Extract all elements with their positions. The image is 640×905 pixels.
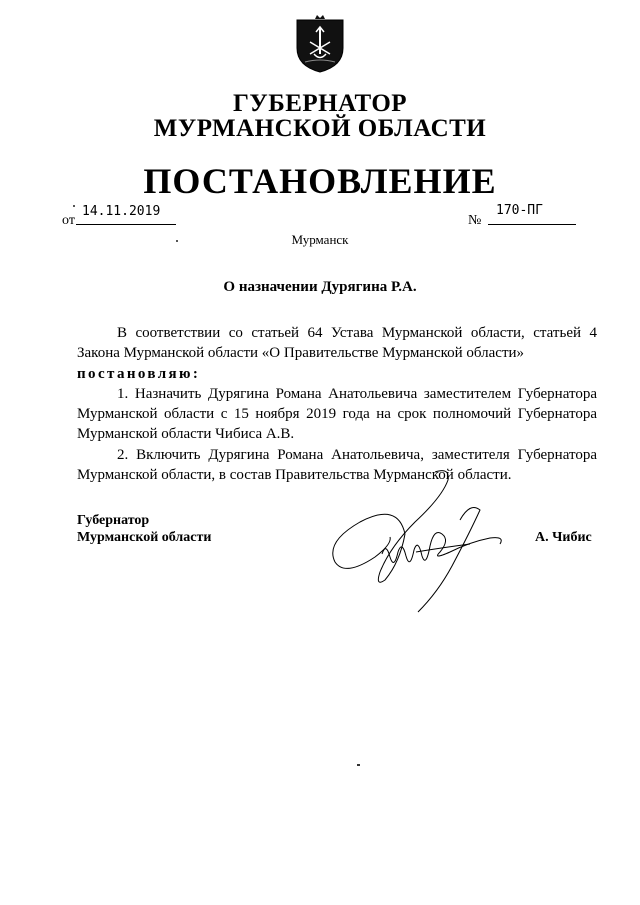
number-underline	[488, 224, 576, 225]
signatory-name: А. Чибис	[535, 530, 592, 545]
document-type-title: ПОСТАНОВЛЕНИЕ	[143, 161, 497, 201]
date-underline	[76, 224, 176, 225]
body-item-1: 1. Назначить Дурягина Романа Анатольевича заместителем Губернатора Мурманской области с 15 ноября 2019 года на срок полномочий Губернатора Мурманской области Чибиса А.В.	[77, 385, 597, 443]
signatory-title-line2: Мурманской области	[77, 530, 212, 545]
scan-speck	[73, 205, 75, 207]
document-date: 14.11.2019	[82, 204, 161, 219]
issuer-title-line2: МУРМАНСКОЙ ОБЛАСТИ	[153, 115, 487, 142]
issuer-title-line1: ГУБЕРНАТОР	[232, 90, 408, 117]
number-prefix: №	[468, 213, 482, 228]
handwritten-signature	[320, 462, 525, 617]
document-heading: О назначении Дурягина Р.А.	[223, 279, 417, 295]
city-label: Мурманск	[291, 232, 349, 247]
signatory-title-line1: Губернатор	[77, 513, 150, 528]
body-intro: В соответствии со статьей 64 Устава Мурманской области, статьей 4 Закона Мурманской области «О Правительстве Мурманской области»	[77, 325, 597, 362]
scan-speck	[357, 764, 360, 766]
document-number: 170-ПГ	[496, 203, 543, 218]
coat-of-arms-icon	[295, 14, 345, 74]
body-resolves: постановляю:	[77, 365, 201, 382]
body-item-2: 2. Включить Дурягина Романа Анатольевича, заместителя Губернатора Мурманской области, в состав Правительства Мурманской области.	[77, 446, 597, 484]
date-prefix: от	[62, 213, 75, 228]
